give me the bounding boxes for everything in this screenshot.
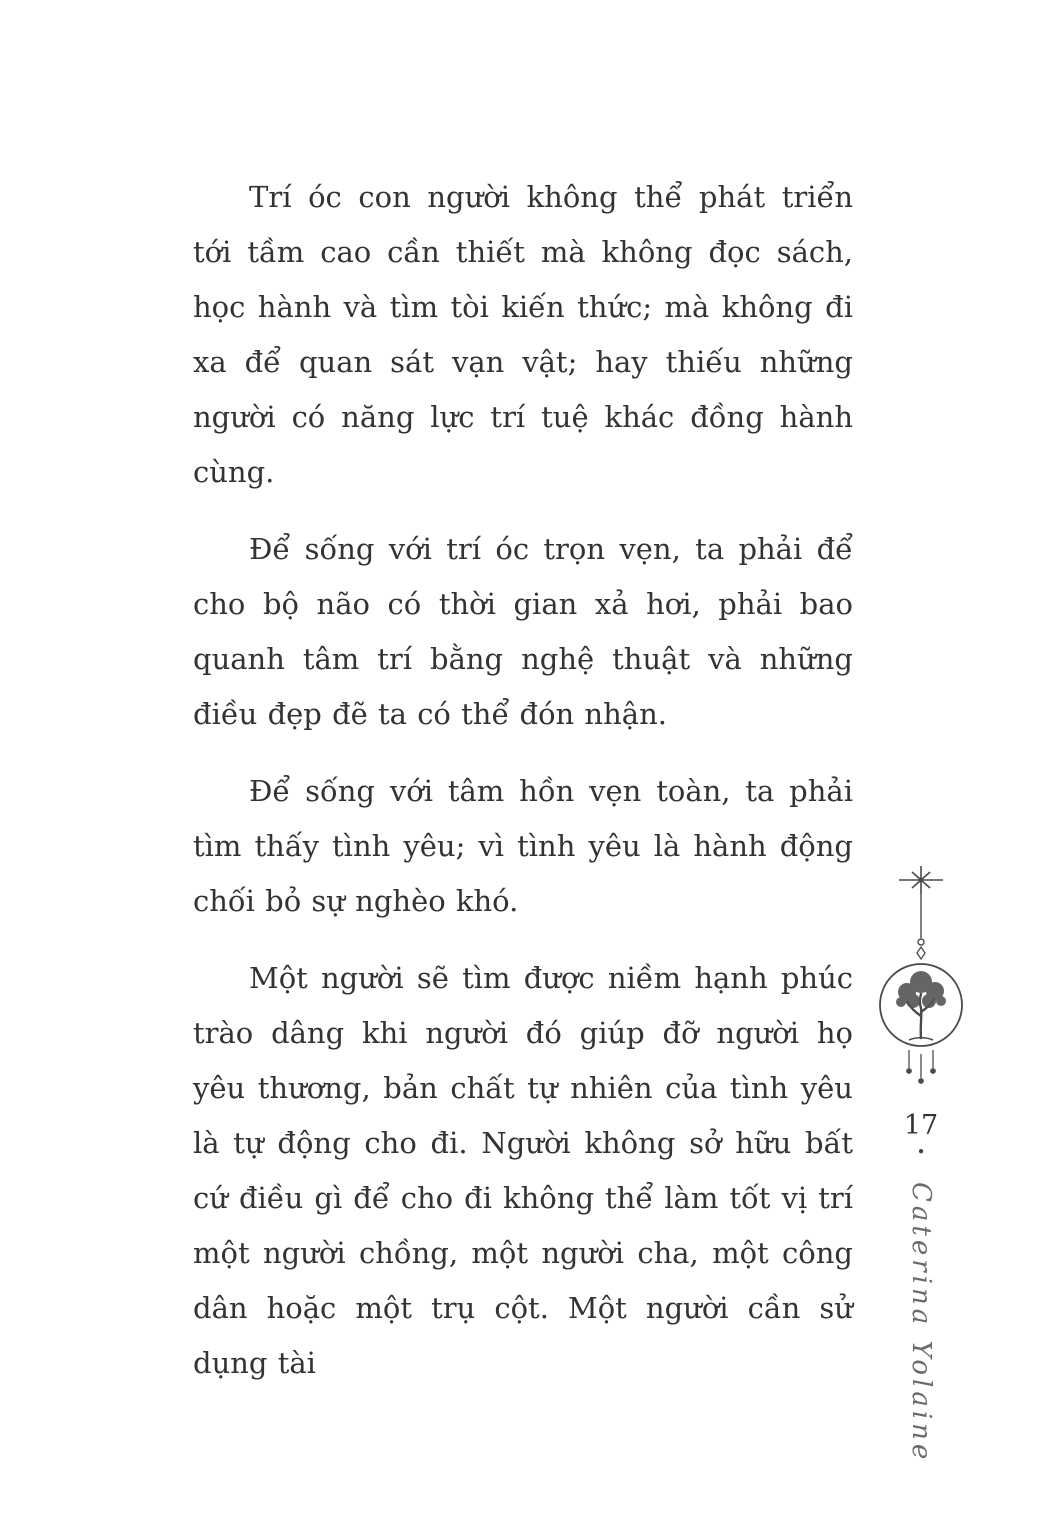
author-name-vertical: Caterina Yolaine bbox=[906, 1182, 936, 1464]
paragraph: Để sống với trí óc trọn vẹn, ta phải để cho bộ não có thời gian xả hơi, phải bao quanh tâm trí bằng nghệ thuật và những điều đẹp đẽ ta có thể đón nhận. bbox=[193, 532, 853, 731]
body-text bbox=[193, 170, 853, 1413]
paragraph: Trí óc con người không thể phát triển tới tầm cao cần thiết mà không đọc sách, học hành và tìm tòi kiến thức; mà không đi xa để quan sát vạn vật; hay thiếu những người có năng lực trí tuệ khác đồng hành cùng. bbox=[193, 180, 853, 489]
paragraph: Để sống với tâm hồn vẹn toàn, ta phải tìm thấy tình yêu; vì tình yêu là hành động chối bỏ sự nghèo khó. bbox=[193, 774, 853, 918]
paragraph: Một người sẽ tìm được niềm hạnh phúc trào dâng khi người đó giúp đỡ người họ yêu thương, bản chất tự nhiên của tình yêu là tự động cho đi. Người không sở hữu bất cứ điều gì để cho đi không thể làm tốt vị trí một người chồng, một người cha, một công dân hoặc một trụ cột. Một người cần sử dụng tài bbox=[193, 961, 853, 1380]
right-margin-column bbox=[878, 862, 964, 1464]
tree-in-circle-ornament-icon bbox=[879, 862, 963, 1100]
page-number-bullet: • bbox=[916, 1143, 926, 1161]
page-number: 17 bbox=[903, 1110, 939, 1141]
